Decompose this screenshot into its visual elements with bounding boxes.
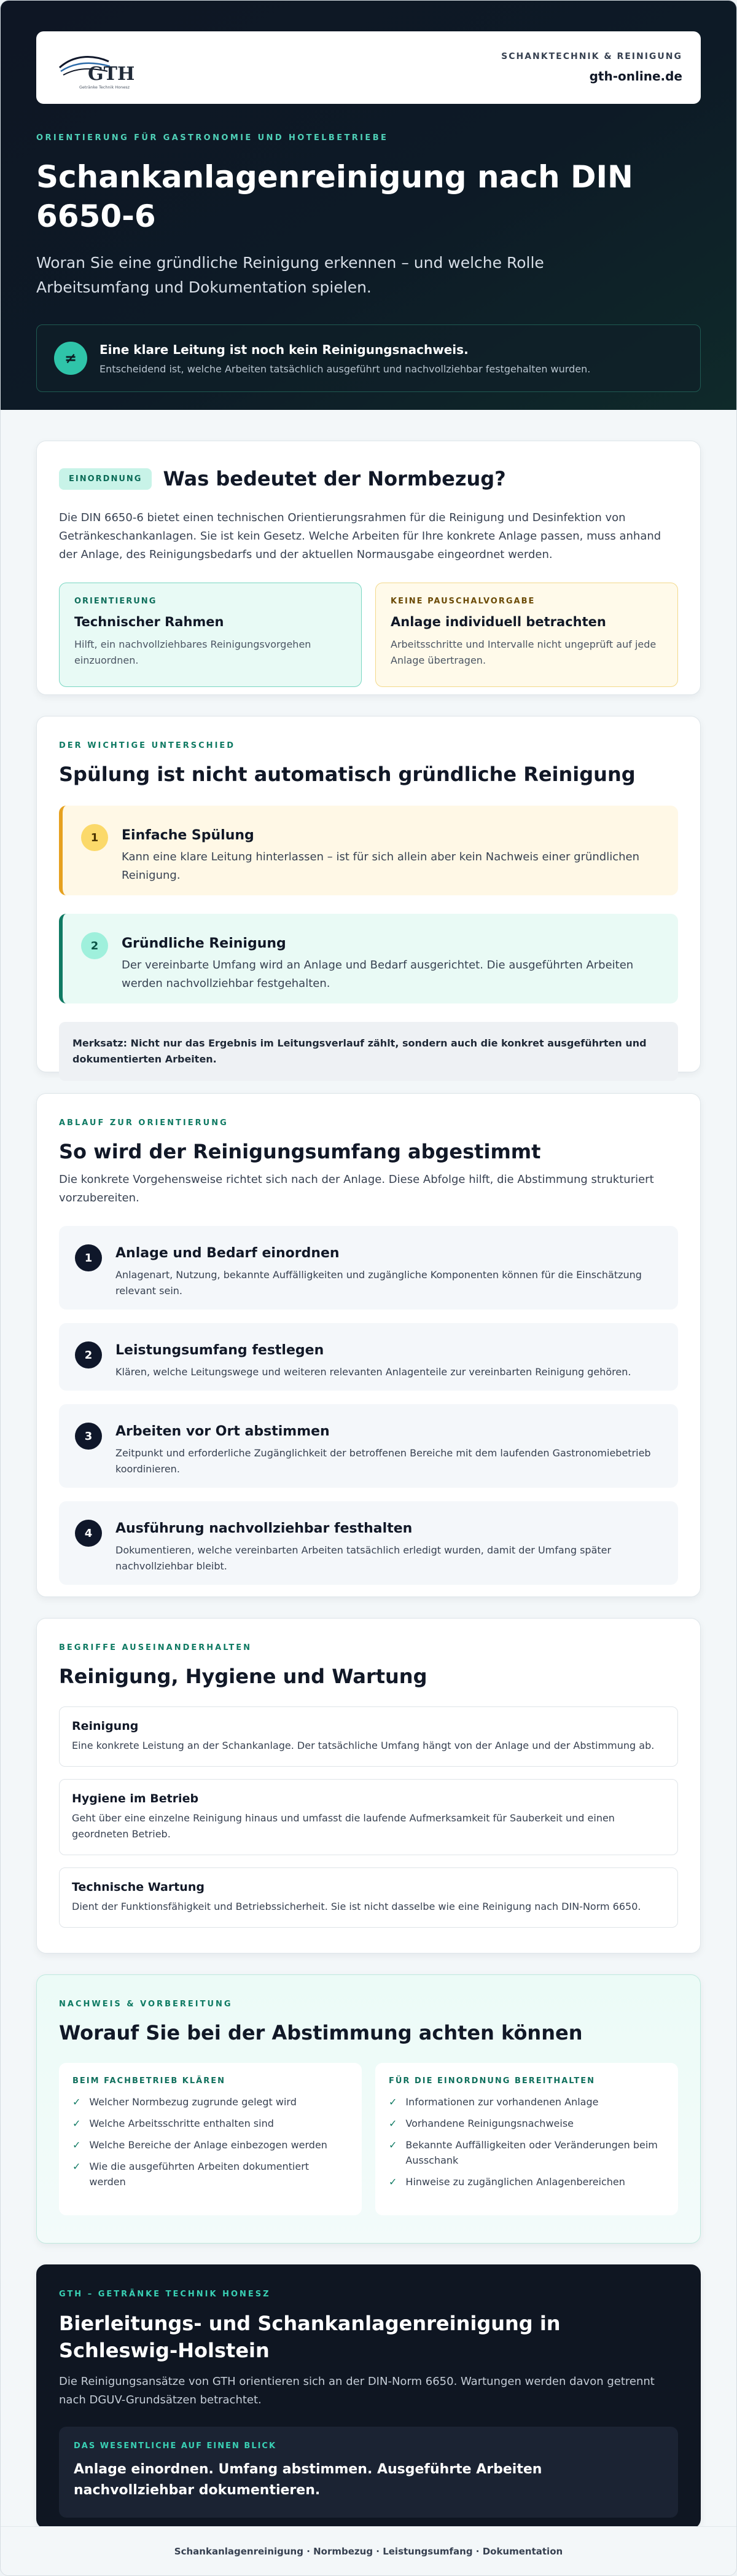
step-title: Leistungsumfang festlegen	[115, 1343, 324, 1358]
term-title: Technische Wartung	[72, 1880, 205, 1894]
step-text: Kann eine klare Leitung hinterlassen – ist für sich allein aber kein Nachweis einer gründlichen Reinigung.	[122, 850, 640, 882]
section-title: So wird der Reinigungsumfang abgestimmt	[59, 1140, 541, 1163]
checklist-heading: BEIM FACHBETRIEB KLÄREN	[72, 2076, 225, 2086]
section-title: Reinigung, Hygiene und Wartung	[59, 1665, 427, 1688]
gth-logo-mark	[55, 43, 153, 92]
section-normbezug	[36, 441, 701, 695]
einordnung-badge: EINORDNUNG	[59, 468, 152, 490]
section-begriffe	[36, 1618, 701, 1954]
section-ablauf	[36, 1093, 701, 1597]
process-step	[59, 1226, 678, 1310]
section-text: Die Reinigungsansätze von GTH orientieren sich an der DIN-Norm 6650. Wartungen werden davon getrennt nach DGUV-Grundsätzen betrachtet.	[59, 2375, 655, 2406]
brand-bar	[36, 31, 701, 104]
step-gruendliche-reinigung	[59, 914, 678, 1003]
list-item: ✓ Informationen zur vorhandenen Anlage	[389, 2094, 665, 2110]
hero-note-title: Eine klare Leitung ist noch kein Reinigungsnachweis.	[99, 342, 469, 357]
tile-title: Technischer Rahmen	[74, 615, 224, 629]
check-icon: ✓	[72, 2118, 81, 2129]
list-item: ✓ Welche Arbeitsschritte enthalten sind	[72, 2116, 348, 2131]
step-number: 2	[75, 1341, 102, 1368]
step-text: Anlagenart, Nutzung, bekannte Auffälligkeiten und zugängliche Komponenten können für die Einschätzung relevant sein.	[115, 1269, 642, 1297]
step-title: Einfache Spülung	[122, 828, 254, 843]
not-equal-icon: ≠	[54, 342, 87, 375]
section-eyebrow: GTH – GETRÄNKE TECHNIK HONESZ	[59, 2290, 271, 2299]
merksatz-box: Merksatz: Nicht nur das Ergebnis im Leitungsverlauf zählt, sondern auch die konkret ausgeführten und dokumentierten Arbeiten.	[59, 1022, 678, 1081]
check-icon: ✓	[389, 2176, 397, 2188]
checklist-heading: FÜR DIE EINORDNUNG BEREITHALTEN	[389, 2076, 596, 2086]
step-number: 3	[75, 1423, 102, 1450]
section-title: Was bedeutet der Normbezug?	[163, 467, 506, 490]
section-eyebrow: ABLAUF ZUR ORIENTIERUNG	[59, 1118, 228, 1128]
section-unterschied	[36, 716, 701, 1072]
summary-box	[59, 2427, 678, 2518]
section-title: Bierleitungs- und Schankanlagenreinigung in Schleswig-Holstein	[59, 2312, 561, 2362]
step-text: Klären, welche Leitungswege und weiteren relevanten Anlagenteile zur vereinbarten Reinigung gehören.	[115, 1366, 631, 1378]
hero-eyebrow: ORIENTIERUNG FÜR GASTRONOMIE UND HOTELBETRIEBE	[36, 133, 389, 143]
term-title: Reinigung	[72, 1719, 139, 1733]
term-hygiene	[59, 1779, 678, 1855]
term-text: Dient der Funktionsfähigkeit und Betriebssicherheit. Sie ist nicht dasselbe wie eine Reinigung nach DIN-Norm 6650.	[72, 1901, 641, 1912]
checklist-columns	[59, 2063, 678, 2215]
brand-meta	[501, 52, 682, 84]
step-title: Arbeiten vor Ort abstimmen	[115, 1424, 330, 1439]
norm-tiles	[59, 583, 678, 687]
term-text: Eine konkrete Leistung an der Schankanlage. Der tatsächliche Umfang hängt von der Anlage und der Abstimmung ab.	[72, 1740, 655, 1751]
tile-tag: KEINE PAUSCHALVORGABE	[391, 597, 536, 606]
check-icon: ✓	[72, 2096, 81, 2108]
tile-title: Anlage individuell betrachten	[391, 615, 606, 629]
list-item: ✓ Wie die ausgeführten Arbeiten dokumentiert werden	[72, 2159, 348, 2189]
step-title: Ausführung nachvollziehbar festhalten	[115, 1521, 413, 1536]
check-icon: ✓	[389, 2118, 397, 2129]
term-text: Geht über eine einzelne Reinigung hinaus und umfasst die laufende Aufmerksamkeit für Sauberkeit und einen geordneten Betrieb.	[72, 1812, 615, 1840]
list-item: ✓ Hinweise zu zugänglichen Anlagenbereichen	[389, 2174, 665, 2189]
section-vorbereitung	[36, 1974, 701, 2244]
section-title: Worauf Sie bei der Abstimmung achten können	[59, 2021, 583, 2044]
tile-text: Hilft, ein nachvollziehbares Reinigungsvorgehen einzuordnen.	[74, 638, 311, 666]
hero-note-text: Entscheidend ist, welche Arbeiten tatsächlich ausgeführt und nachvollziehbar festgehalten wurden.	[99, 363, 591, 375]
step-number: 2	[81, 932, 108, 959]
step-text: Zeitpunkt und erforderliche Zugänglichkeit der betroffenen Bereiche mit dem laufenden Gastronomiebetrieb koordinieren.	[115, 1447, 651, 1475]
term-title: Hygiene im Betrieb	[72, 1792, 199, 1805]
hero-section	[1, 1, 736, 410]
page-title: Schankanlagenreinigung nach DIN 6650-6	[36, 159, 633, 234]
step-number: 1	[75, 1244, 102, 1271]
footer-text: Schankanlagenreinigung · Normbezug · Leistungsumfang · Dokumentation	[174, 2545, 563, 2557]
summary-text: Anlage einordnen. Umfang abstimmen. Ausgeführte Arbeiten nachvollziehbar dokumentieren.	[74, 2462, 542, 2498]
tile-orientierung	[59, 583, 362, 687]
step-number: 1	[81, 824, 108, 851]
section-gth-info	[36, 2264, 701, 2529]
step-number: 4	[75, 1520, 102, 1547]
section-eyebrow: DER WICHTIGE UNTERSCHIED	[59, 741, 236, 750]
page-footer	[1, 2526, 736, 2575]
process-step	[59, 1501, 678, 1585]
list-item: ✓ Vorhandene Reinigungsnachweise	[389, 2116, 665, 2131]
tile-keine-pauschalvorgabe	[375, 583, 678, 687]
check-icon: ✓	[72, 2139, 81, 2151]
step-title: Gründliche Reinigung	[122, 936, 286, 951]
checklist-einordnung	[375, 2063, 678, 2215]
term-wartung	[59, 1867, 678, 1928]
step-einfache-spuelung	[59, 806, 678, 895]
brand-domain-link[interactable]: gth-online.de	[589, 69, 682, 84]
section-text: Die konkrete Vorgehensweise richtet sich nach der Anlage. Diese Abfolge hilft, die Abstimmung strukturiert vorzubereiten.	[59, 1173, 654, 1204]
tile-text: Arbeitsschritte und Intervalle nicht ungeprüft auf jede Anlage übertragen.	[391, 638, 657, 666]
section-eyebrow: BEGRIFFE AUSEINANDERHALTEN	[59, 1643, 252, 1652]
step-text: Der vereinbarte Umfang wird an Anlage und Bedarf ausgerichtet. Die ausgeführten Arbeiten werden nachvollziehbar festgehalten.	[122, 959, 634, 990]
logo-text: GTH	[88, 63, 135, 85]
step-text: Dokumentieren, welche vereinbarten Arbeiten tatsächlich erledigt wurden, damit der Umfang später nachvollziehbar bleibt.	[115, 1544, 612, 1572]
list-item: ✓ Welcher Normbezug zugrunde gelegt wird	[72, 2094, 348, 2110]
hero-note	[36, 324, 701, 392]
list-item: ✓ Welche Bereiche der Anlage einbezogen werden	[72, 2137, 348, 2153]
brand-tagline: SCHANKTECHNIK & REINIGUNG	[501, 52, 682, 61]
tile-tag: ORIENTIERUNG	[74, 597, 157, 606]
section-title: Spülung ist nicht automatisch gründliche Reinigung	[59, 763, 636, 786]
step-title: Anlage und Bedarf einordnen	[115, 1246, 340, 1261]
process-step	[59, 1404, 678, 1488]
hero-lead: Woran Sie eine gründliche Reinigung erkennen – und welche Rolle Arbeitsumfang und Dokumentation spielen.	[36, 254, 544, 296]
term-reinigung	[59, 1706, 678, 1767]
summary-tag: DAS WESENTLICHE AUF EINEN BLICK	[74, 2441, 277, 2451]
check-icon: ✓	[72, 2161, 81, 2172]
process-step	[59, 1323, 678, 1391]
check-icon: ✓	[389, 2096, 397, 2108]
main-content	[1, 410, 736, 2529]
list-item: ✓ Bekannte Auffälligkeiten oder Veränderungen beim Ausschank	[389, 2137, 665, 2168]
section-eyebrow: NACHWEIS & VORBEREITUNG	[59, 2000, 233, 2009]
gth-logo[interactable]	[55, 43, 153, 92]
check-icon: ✓	[389, 2139, 397, 2151]
logo-subtext: Getränke Technik Honesz	[79, 85, 130, 90]
section-text: Die DIN 6650-6 bietet einen technischen Orientierungsrahmen für die Reinigung und Desinfektion von Getränkeschankanlagen. Sie ist kein Gesetz. Welche Arbeiten für Ihre konkrete Anlage passen, muss anhand der Anlage, des Reinigungsbedarfs und der aktuellen Normausgabe eingeordnet werden.	[59, 511, 661, 561]
checklist-fachbetrieb	[59, 2063, 362, 2215]
